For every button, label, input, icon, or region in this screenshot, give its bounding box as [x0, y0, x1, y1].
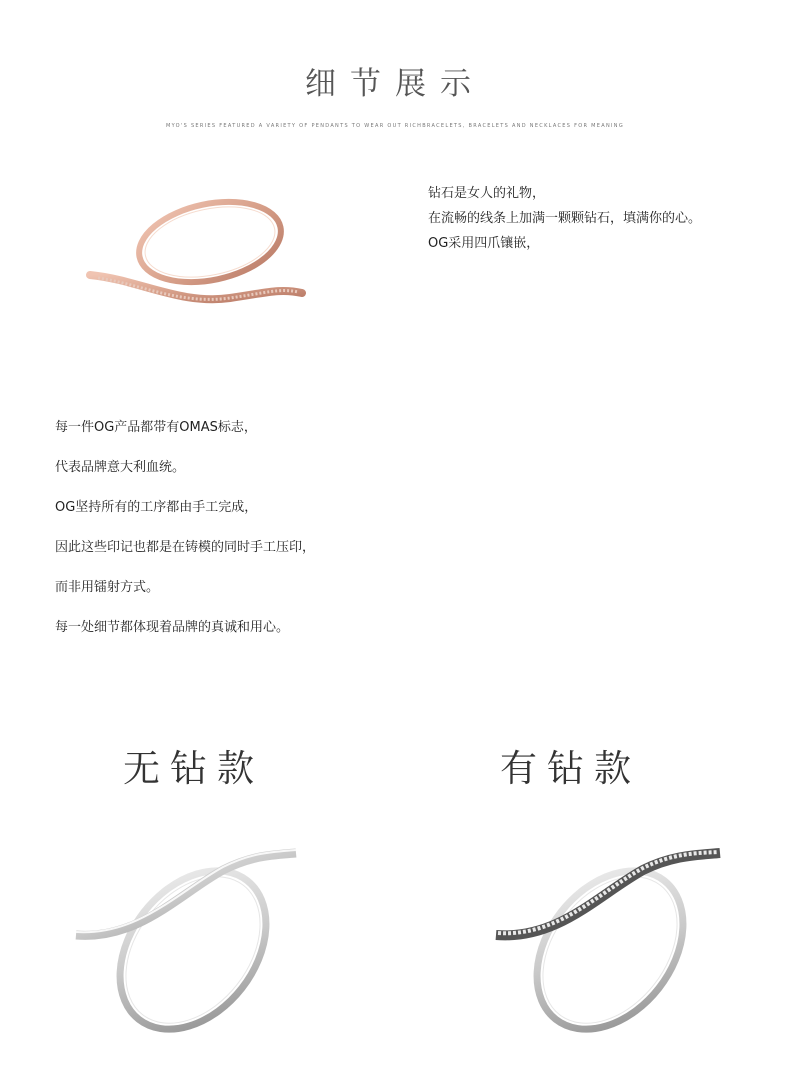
variant-label-no-diamond: 无钻款 [123, 747, 264, 790]
page-subtitle: MYO'S SERIES FEATURED A VARIETY OF PENDANTS TO WEAR OUT RICHBRACELETS, BRACELETS AND NECKLACES FOR MEANING [165, 123, 625, 129]
story-line: 代表品牌意大利血统。 [55, 460, 186, 475]
intro-text [428, 181, 773, 256]
diamond-silver-ring-image [488, 840, 733, 1040]
variant-label-diamond: 有钻款 [500, 747, 641, 790]
story-line: 每一件OG产品都带有OMAS标志， [55, 420, 257, 435]
brand-story-text [55, 418, 555, 658]
story-line: 因此这些印记也都是在铸模的同时手工压印， [55, 540, 316, 555]
intro-line: 在流畅的线条上加满一颗颗钻石，填满你的心。 [428, 211, 702, 226]
story-line: 每一处细节都体现着品牌的真诚和用心。 [55, 620, 290, 635]
intro-line: OG采用四爪镶嵌， [428, 236, 540, 251]
plain-silver-ring-image [68, 840, 308, 1040]
page-title: 细节展示 [305, 66, 485, 102]
story-line: 而非用镭射方式。 [55, 580, 160, 595]
story-line: OG坚持所有的工序都由手工完成， [55, 500, 258, 515]
intro-line: 钻石是女人的礼物， [428, 186, 546, 201]
rose-gold-ring-image [80, 180, 340, 330]
